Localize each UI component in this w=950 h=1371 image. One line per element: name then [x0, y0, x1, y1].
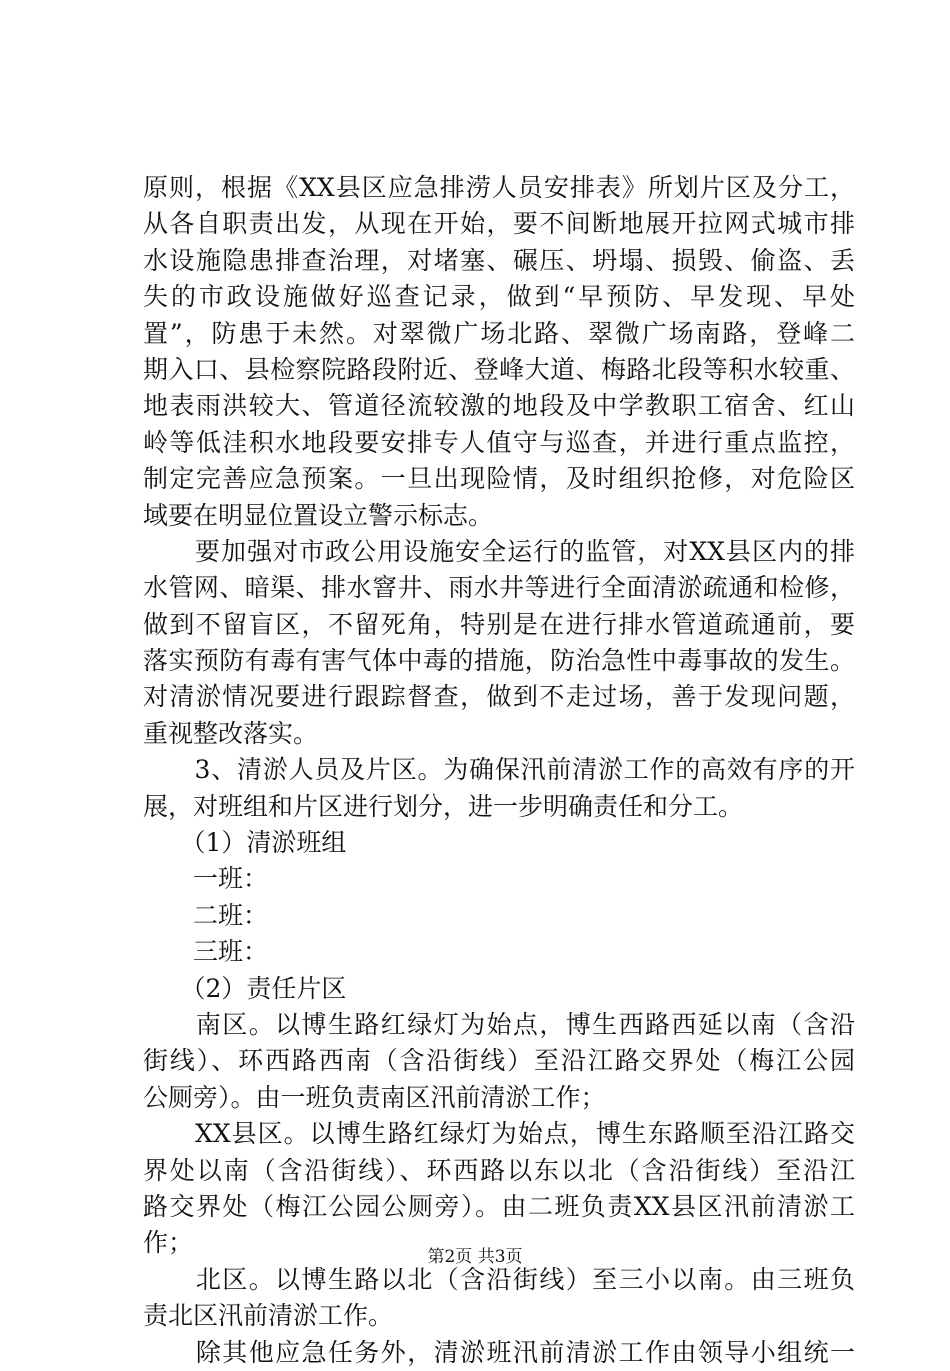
text-line: XX县区。以博生路红绿灯为始点，博生东路顺至沿江路交 — [143, 1119, 855, 1149]
text-line: 从各自职责出发，从现在开始，要不间断地展开拉网式城市排 — [143, 209, 855, 239]
text-line: 置”，防患于未然。对翠微广场北路、翠微广场南路，登峰二 — [143, 318, 855, 348]
text-line: （1）清淤班组 — [143, 828, 347, 858]
text-line: 界处以南（含沿街线）、环西路以东以北（含沿街线）至沿江 — [143, 1155, 855, 1185]
text-line: 水设施隐患排查治理，对堵塞、碾压、坍塌、损毁、偷盗、丢 — [143, 245, 855, 275]
text-line: 做到不留盲区，不留死角，特别是在进行排水管道疏通前，要 — [143, 609, 855, 639]
text-line: 一班： — [143, 864, 269, 894]
text-line: 对清淤情况要进行跟踪督查，做到不走过场，善于发现问题， — [143, 682, 855, 712]
text-line: 公厕旁）。由一班负责南区汛前清淤工作； — [143, 1082, 606, 1112]
text-line: 失的市政设施做好巡查记录，做到“早预防、早发现、早处 — [143, 282, 855, 312]
text-line: 路交界处（梅江公园公厕旁）。由二班负责XX县区汛前清淤工 — [143, 1191, 855, 1221]
text-line: 制定完善应急预案。一旦出现险情，及时组织抢修，对危险区 — [143, 464, 855, 494]
text-line: 北区。以博生路以北（含沿街线）至三小以南。由三班负 — [143, 1264, 855, 1294]
text-line: 水管网、暗渠、排水窨井、雨水井等进行全面清淤疏通和检修， — [143, 573, 855, 603]
text-line: 三班： — [143, 937, 269, 967]
text-line: 落实预防有毒有害气体中毒的措施，防治急性中毒事故的发生。 — [143, 646, 855, 676]
text-line: 期入口、县检察院路段附近、登峰大道、梅路北段等积水较重、 — [143, 354, 855, 384]
text-line: 原则，根据《XX县区应急排涝人员安排表》所划片区及分工， — [143, 173, 855, 202]
text-line: 街线）、环西路西南（含沿街线）至沿江路交界处（梅江公园 — [143, 1046, 855, 1076]
text-line: 展，对班组和片区进行划分，进一步明确责任和分工。 — [143, 791, 744, 821]
page-number-footer: 第2页 共3页 — [427, 1247, 523, 1267]
text-line: 作； — [143, 1228, 194, 1258]
text-line: 责北区汛前清淤工作。 — [143, 1301, 394, 1331]
text-line: （2）责任片区 — [143, 973, 347, 1003]
text-line: 岭等低洼积水地段要安排专人值守与巡查，并进行重点监控， — [143, 427, 855, 457]
text-line: 地表雨洪较大、管道径流较激的地段及中学教职工宿舍、红山 — [143, 391, 855, 421]
body-text — [143, 170, 855, 1371]
text-line: 南区。以博生路红绿灯为始点，博生西路西延以南（含沿 — [143, 1009, 855, 1039]
text-line: 域要在明显位置设立警示标志。 — [143, 500, 494, 530]
text-line: 要加强对市政公用设施安全运行的监管，对XX县区内的排 — [143, 536, 855, 566]
text-line: 除其他应急任务外，清淤班汛前清淤工作由领导小组统一 — [143, 1337, 855, 1367]
text-line: 二班： — [143, 900, 269, 930]
text-line: 重视整改落实。 — [143, 718, 319, 748]
text-line: 3、清淤人员及片区。为确保汛前清淤工作的高效有序的开 — [143, 755, 855, 785]
